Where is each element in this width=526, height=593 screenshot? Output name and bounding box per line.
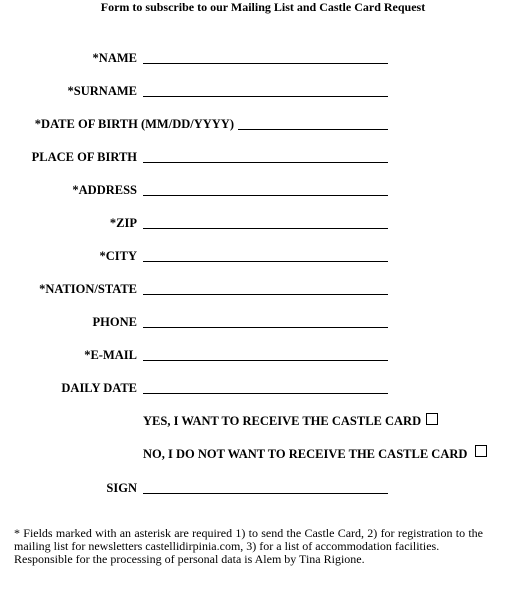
sign-label: SIGN xyxy=(106,481,137,495)
email-label: *E-MAIL xyxy=(84,348,137,362)
castle-card-no-checkbox[interactable] xyxy=(475,445,487,457)
city-input-line[interactable] xyxy=(143,261,388,262)
surname-input-line[interactable] xyxy=(143,96,388,97)
data-processing-note: Responsible for the processing of personal data is Alem by Tina Rigione. xyxy=(14,552,365,566)
castle-card-yes-label: YES, I WANT TO RECEIVE THE CASTLE CARD xyxy=(143,414,422,428)
daily-date-input-line[interactable] xyxy=(143,393,388,394)
address-label: *ADDRESS xyxy=(72,183,137,197)
city-label: *CITY xyxy=(99,249,137,263)
name-label: *NAME xyxy=(92,51,137,65)
date-of-birth-label: *DATE OF BIRTH (MM/DD/YYYY) xyxy=(34,117,234,131)
daily-date-label: DAILY DATE xyxy=(61,381,137,395)
email-input-line[interactable] xyxy=(143,360,388,361)
signature-line[interactable] xyxy=(143,493,388,494)
phone-label: PHONE xyxy=(92,315,137,329)
zip-label: *ZIP xyxy=(109,216,137,230)
place-of-birth-input-line[interactable] xyxy=(143,162,388,163)
nation-state-label: *NATION/STATE xyxy=(39,282,137,296)
place-of-birth-label: PLACE OF BIRTH xyxy=(31,150,137,164)
date-of-birth-input-line[interactable] xyxy=(238,129,388,130)
phone-input-line[interactable] xyxy=(143,327,388,328)
footnote xyxy=(14,527,483,566)
address-input-line[interactable] xyxy=(143,195,388,196)
castle-card-no-label: NO, I DO NOT WANT TO RECEIVE THE CASTLE CARD xyxy=(143,447,468,461)
required-fields-note: * Fields marked with an asterisk are required 1) to send the Castle Card, 2) for registration to the mailing list for newsletters castellidirpinia.com, 3) for a list of accommodation facilities. xyxy=(14,526,483,553)
form-title: Form to subscribe to our Mailing List and Castle Card Request xyxy=(100,0,426,14)
zip-input-line[interactable] xyxy=(143,228,388,229)
surname-label: *SURNAME xyxy=(67,84,137,98)
name-input-line[interactable] xyxy=(143,63,388,64)
nation-state-input-line[interactable] xyxy=(143,294,388,295)
castle-card-yes-checkbox[interactable] xyxy=(426,413,438,425)
